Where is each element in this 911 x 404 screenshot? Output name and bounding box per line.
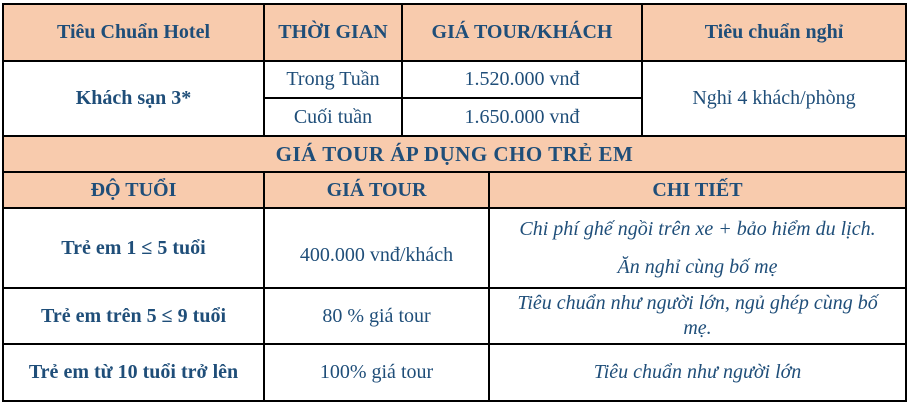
header-detail: CHI TIẾT (489, 172, 906, 208)
price-cell: 400.000 vnđ/khách (264, 208, 489, 288)
detail-cell (489, 344, 906, 401)
header-age: ĐỘ TUỔI (3, 172, 264, 208)
header-time: THỜI GIAN (264, 4, 402, 61)
detail-text: Tiêu chuẩn như người lớn, ngủ ghép cùng bố mẹ. (517, 292, 878, 339)
price-cell: 100% giá tour (264, 344, 489, 401)
detail-cell (489, 288, 906, 344)
detail-line-2: Ăn nghỉ cùng bố mẹ (617, 255, 778, 278)
detail-text: Tiêu chuẩn như người lớn (593, 361, 802, 383)
price-cell: 80 % giá tour (264, 288, 489, 344)
detail-line-1: Chi phí ghế ngồi trên xe + bảo hiểm du lịch. (519, 217, 876, 240)
detail-cell (489, 208, 906, 288)
children-section-title: GIÁ TOUR ÁP DỤNG CHO TRẺ EM (3, 136, 906, 172)
weekend-label-cell: Cuối tuần (264, 98, 402, 136)
child-row-5-9 (3, 288, 906, 344)
child-row-10-plus (3, 344, 906, 401)
weekday-price-row (3, 61, 906, 98)
child-row-1-5 (3, 208, 906, 288)
header-hotel-standard: Tiêu Chuẩn Hotel (3, 4, 264, 61)
weekday-label-cell: Trong Tuần (264, 61, 402, 98)
header-price: GIÁ TOUR (264, 172, 489, 208)
hotel-pricing-table (2, 3, 907, 137)
weekend-price-cell: 1.650.000 vnđ (402, 98, 642, 136)
accommodation-cell: Nghỉ 4 khách/phòng (642, 61, 906, 136)
hotel-header-row (3, 4, 906, 61)
children-header-row (3, 172, 906, 208)
age-cell: Trẻ em 1 ≤ 5 tuổi (3, 208, 264, 288)
header-tour-price: GIÁ TOUR/KHÁCH (402, 4, 642, 61)
age-cell: Trẻ em trên 5 ≤ 9 tuổi (3, 288, 264, 344)
hotel-name-cell: Khách sạn 3* (3, 61, 264, 136)
age-cell: Trẻ em từ 10 tuổi trở lên (3, 344, 264, 401)
children-pricing-table (2, 135, 907, 402)
children-section-title-row (3, 136, 906, 172)
header-stay-standard: Tiêu chuẩn nghỉ (642, 4, 906, 61)
weekday-price-cell: 1.520.000 vnđ (402, 61, 642, 98)
